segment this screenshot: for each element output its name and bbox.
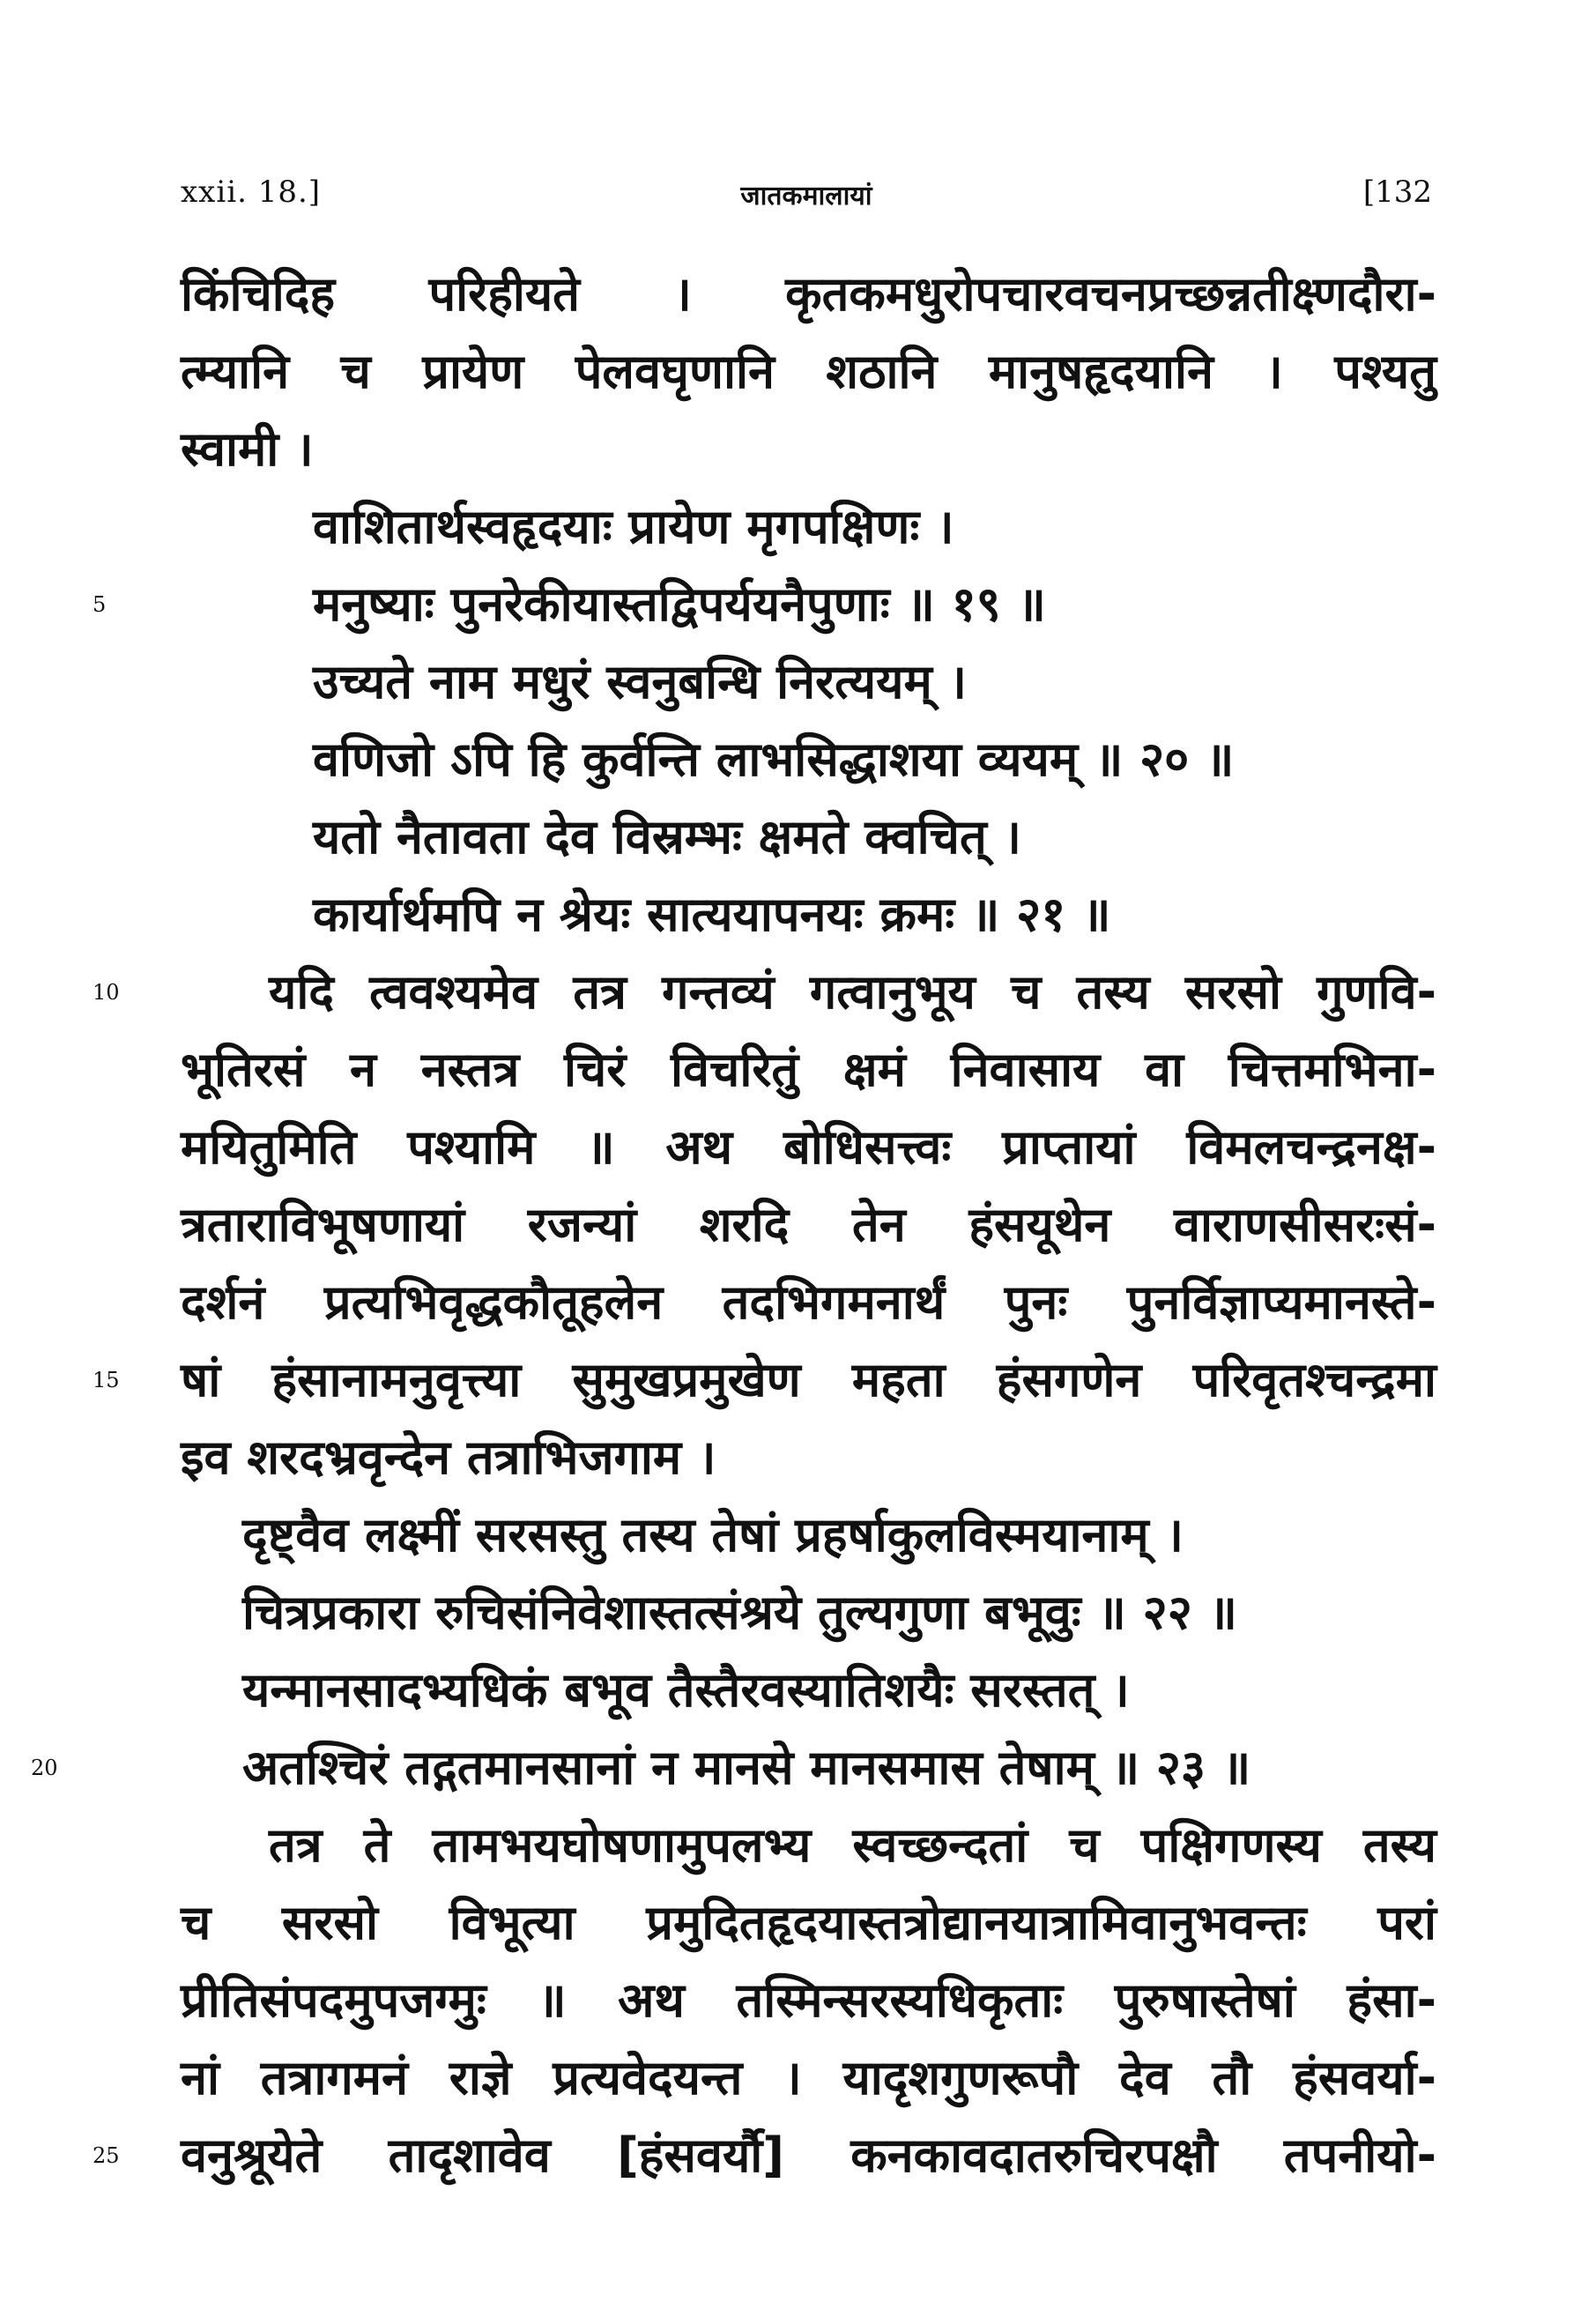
line-text: भूतिरसं न नस्तत्र चिरं विचरितुं क्षमं निवासाय वा चित्तमभिना- <box>181 1042 1436 1097</box>
text-line <box>93 954 1436 1031</box>
text-line <box>93 1341 1436 1419</box>
line-text: प्रीतिसंपदमुपजग्मुः ॥ अथ तस्मिन्सरस्यधिकृताः पुरुषास्तेषां हंसा- <box>181 1972 1436 2028</box>
line-number: 10 <box>93 980 120 1005</box>
page-header <box>181 174 1432 227</box>
verse-text: अतश्चिरं तद्गतमानसानां न मानसे मानसमास तेषाम् ॥ २३ ॥ <box>242 1740 1251 1795</box>
verse-text: उच्यते नाम मधुरं स्वनुबन्धि निरत्ययम् । <box>313 654 967 709</box>
text-line <box>181 411 1436 488</box>
verse-line <box>181 1574 1436 1652</box>
verse-line <box>181 1652 1436 1729</box>
text-line <box>181 1884 1436 1962</box>
verse-line <box>181 798 1436 876</box>
verse-line <box>93 566 1436 643</box>
verse-line <box>181 643 1436 721</box>
verse-text: चित्रप्रकारा रुचिसंनिवेशास्तत्संश्रये तुल्यगुणा बभूवुः ॥ २२ ॥ <box>242 1585 1237 1640</box>
verse-text: यतो नैतावता देव विस्रम्भः क्षमते क्वचित् । <box>313 809 1021 865</box>
line-text: त्रताराविभूषणायां रजन्यां शरदि तेन हंसयूथेन वाराणसीसरःसं- <box>181 1197 1436 1252</box>
verse-line <box>181 1496 1436 1574</box>
text-line <box>181 1807 1436 1884</box>
text-line <box>181 1031 1436 1109</box>
text-line <box>181 1264 1436 1341</box>
line-number: 15 <box>93 1368 120 1392</box>
verse-text: वणिजो ऽपि हि कुर्वन्ति लाभसिद्धाशया व्ययम् ॥ २० ॥ <box>313 731 1235 787</box>
running-title: जातकमालायां <box>740 181 872 212</box>
line-text: त्म्यानि च प्रायेण पेलवघृणानि शठानि मानुषहृदयानि । पश्यतु <box>181 344 1436 399</box>
verse-line <box>31 1729 1436 1807</box>
section-reference: xxii. 18.] <box>181 174 322 210</box>
text-line <box>181 1109 1436 1186</box>
verse-text: यन्मानसादभ्यधिकं बभूव तैस्तैरवस्यातिशयैः सरस्तत् । <box>242 1662 1130 1718</box>
line-text: इव शरदभ्रवृन्देन तत्राभिजगाम । <box>181 1429 716 1485</box>
verse-text: वाशितार्थस्वहृदयाः प्रायेण मृगपक्षिणः । <box>313 499 954 554</box>
main-text <box>31 256 1436 2194</box>
verse-line <box>181 721 1436 798</box>
text-line <box>181 2039 1436 2117</box>
verse-text: कार्यार्थमपि न श्रेयः सात्ययापनयः क्रमः ॥ २१ ॥ <box>313 887 1111 942</box>
line-text: स्वामी । <box>181 421 314 477</box>
line-text: यदि त्ववश्यमेव तत्र गन्तव्यं गत्वानुभूय च तस्य सरसो गुणवि- <box>269 964 1436 1020</box>
line-text: षां हंसानामनुवृत्त्या सुमुखप्रमुखेण महता हंसगणेन परिवृतश्चन्द्रमा <box>181 1352 1436 1407</box>
line-text: दर्शनं प्रत्यभिवृद्धकौतूहलेन तदभिगमनार्थं पुनः पुनर्विज्ञाप्यमानस्ते- <box>181 1274 1436 1330</box>
line-number: 25 <box>93 2143 120 2168</box>
text-line <box>181 1419 1436 1496</box>
text-line <box>181 256 1436 333</box>
line-text: नां तत्रागमनं राज्ञे प्रत्यवेदयन्त । यादृशगुणरूपौ देव तौ हंसवर्या- <box>181 2050 1436 2105</box>
verse-text: दृष्ट्वैव लक्ष्मीं सरसस्तु तस्य तेषां प्रहर्षाकुलविस्मयानाम् । <box>242 1507 1184 1563</box>
line-text: किंचिदिह परिहीयते । कृतकमधुरोपचारवचनप्रच्छन्नतीक्ष्णदौरा- <box>181 266 1436 322</box>
verse-line <box>181 488 1436 566</box>
line-number: 5 <box>93 592 107 617</box>
line-text: तत्र ते तामभयघोषणामुपलभ्य स्वच्छन्दतां च पक्षिगणस्य तस्य <box>269 1817 1436 1873</box>
text-line <box>181 1962 1436 2039</box>
line-text: वनुश्रूयेते तादृशावेव [हंसवर्यौ] कनकावदातरुचिरपक्षौ तपनीयो- <box>181 2127 1436 2183</box>
line-number: 20 <box>31 1756 58 1780</box>
verse-text: मनुष्याः पुनरेकीयास्तद्विपर्ययनैपुणाः ॥ १९ ॥ <box>313 576 1046 632</box>
page-number: [132 <box>1362 174 1432 210</box>
text-line <box>181 1186 1436 1264</box>
line-text: च सरसो विभूत्या प्रमुदितहृदयास्तत्रोद्यानयात्रामिवानुभवन्तः परां <box>181 1895 1436 1950</box>
line-text: मयितुमिति पश्यामि ॥ अथ बोधिसत्त्वः प्राप्तायां विमलचन्द्रनक्ष- <box>181 1119 1436 1175</box>
text-line <box>181 333 1436 411</box>
text-line <box>93 2117 1436 2194</box>
verse-line <box>181 876 1436 954</box>
